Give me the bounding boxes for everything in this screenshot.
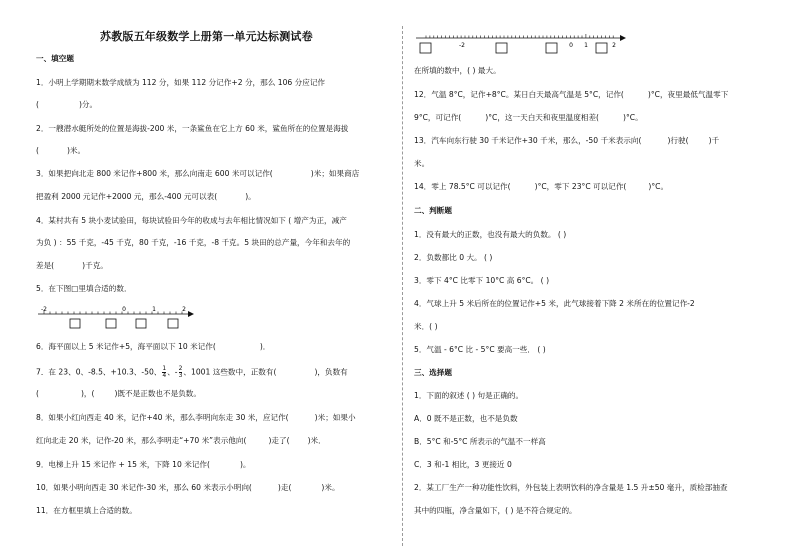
q3-text3: 把盈利 2000 元记作+2000 元，那么-400 元可以表( [36, 192, 218, 201]
q3-line2 [36, 192, 256, 202]
q3-text2: )米；如果商店 [310, 169, 360, 178]
judge-4-line1: 4．气球上升 5 米后所在的位置记作+5 米，此气球接着下降 2 米所在的位置记作-2 [414, 299, 695, 308]
q1-close: )分。 [78, 100, 98, 109]
fraction-2-3 [179, 366, 183, 379]
q7-text1: 7．在 23、0、-8.5、+10.3、-50、 [36, 367, 162, 377]
q4-text1: 差是( [36, 261, 55, 270]
q12-text3: 9°C，可记作( [414, 113, 462, 122]
number-line-ticks [44, 310, 182, 314]
fraction-denominator: 4 [162, 372, 167, 379]
q7-blank1[interactable] [276, 368, 314, 376]
q1-blank[interactable] [39, 100, 79, 108]
q6-line [36, 342, 270, 352]
judge-3: 3．零下 4°C 比零下 10°C 高 6°C。 ( ) [414, 276, 550, 285]
q1-line2 [36, 100, 97, 110]
answer-box[interactable] [596, 43, 607, 53]
choice-1-option-a[interactable]: A．0 既不是正数，也不是负数 [414, 414, 518, 423]
q7-text2: 、1001 这些数中，正数有( [183, 367, 277, 377]
q8-text3: 红向北走 20 米，记作-20 米，那么李明走“+70 米”表示他向( [36, 436, 247, 445]
q14-blank1[interactable] [511, 182, 535, 190]
q5-prompt: 5．在下图□里填合适的数． [36, 284, 132, 293]
q3-text1: 3．如果把向北走 800 米记作+800 米，那么向南走 600 米可以记作( [36, 169, 273, 178]
q7-open: ( [36, 389, 39, 398]
q3-text4: )。 [245, 192, 256, 201]
q10-text3: )米。 [321, 483, 340, 492]
q7-line1 [36, 366, 348, 379]
q7-blank3[interactable] [95, 389, 115, 397]
q3-line1 [36, 169, 359, 179]
answer-box[interactable] [70, 319, 80, 328]
q3-blank1[interactable] [273, 169, 311, 177]
q2-blank[interactable] [39, 146, 67, 154]
q12-blank3[interactable] [599, 113, 623, 121]
fraction-1-4 [162, 366, 166, 379]
tick-label: -2 [41, 306, 47, 313]
tick-label: 0 [122, 306, 126, 313]
q13-blank1[interactable] [641, 136, 667, 144]
q14-text2: )°C，零下 23°C 可以记作( [534, 182, 627, 191]
answer-box[interactable] [136, 319, 146, 328]
q13-blank2[interactable] [689, 136, 709, 144]
q4-line2: 为负 ) ：55 千克，-45 千克，80 千克，-16 千克，-8 千克。5 块田的总产量，今年和去年的 [36, 238, 351, 247]
q9-text2: )。 [239, 460, 251, 469]
q10-text2: )走( [277, 483, 292, 492]
number-line-right [414, 28, 629, 60]
q8-line2 [36, 436, 326, 446]
q10-text1: 10．如果小明向西走 30 米记作-30 米，那么 60 米表示小明向( [36, 483, 252, 492]
q12-line1 [414, 90, 728, 100]
q6-text1: 6．海平面以上 5 米记作+5，海平面以下 10 米记作( [36, 342, 216, 351]
answer-box[interactable] [168, 319, 178, 328]
number-line-arrow [188, 311, 194, 317]
number-line-left [36, 304, 196, 334]
q12-blank2[interactable] [461, 113, 485, 121]
q7-mid: )，( [80, 389, 95, 398]
q8-text2: )米；如果小 [314, 413, 356, 422]
fraction-numerator: 2 [178, 365, 183, 372]
q9-text1: 9．电梯上升 15 米记作 + 15 米，下降 10 米记作( [36, 460, 210, 469]
judge-5: 5．气温 - 6°C 比 - 5°C 要高一些． ( ) [414, 345, 546, 354]
q7-line2 [36, 389, 201, 399]
answer-box[interactable] [546, 43, 557, 53]
answer-box[interactable] [420, 43, 431, 53]
section-true-false: 二、判断题 [414, 206, 452, 215]
column-divider [402, 26, 403, 546]
q14-line [414, 182, 668, 192]
q11-prompt: 11．在方框里填上合适的数。 [36, 506, 137, 515]
q14-blank2[interactable] [626, 182, 648, 190]
q14-text3: )°C。 [648, 182, 669, 191]
q9-blank[interactable] [210, 460, 240, 468]
q1-line1: 1．小明上学期期末数学成绩为 112 分，如果 112 分记作+2 分，那么 106 分应记作 [36, 78, 326, 87]
q12-text1: 12．气温 8°C，记作+8°C。某日白天最高气温是 5°C，记作( [414, 90, 624, 99]
q7-text4: )既不是正数也不是负数。 [114, 389, 201, 398]
q8-blank3[interactable] [290, 436, 308, 444]
q13-text3: )千 [708, 136, 720, 145]
q7-blank2[interactable] [39, 389, 81, 397]
q12-text5: )°C。 [623, 113, 643, 122]
choice-2-line2: 其中的四瓶，净含量如下，( ) 是不符合规定的。 [414, 506, 577, 515]
q13-text1: 13．汽车向东行驶 30 千米记作+30 千米，那么，-50 千米表示向( [414, 136, 642, 145]
choice-1-option-c[interactable]: C．3 和-1 相比，3 更接近 0 [414, 460, 512, 469]
q9-line [36, 460, 251, 470]
q12-text4: )°C，这一天白天和夜里温度相差( [485, 113, 600, 122]
tick-label: 0 [569, 42, 573, 49]
q10-line [36, 483, 340, 493]
q12-text2: )°C，夜里最低气温零下 [647, 90, 729, 99]
q2-close: )米。 [66, 146, 86, 155]
q6-text2: )． [259, 342, 271, 351]
q13-line2: 米。 [414, 159, 430, 168]
fraction-numerator: 1 [162, 365, 167, 372]
q4-line3 [36, 261, 108, 271]
q8-blank1[interactable] [289, 413, 315, 421]
q10-blank2[interactable] [291, 483, 321, 491]
q13-text2: )行驶( [667, 136, 689, 145]
judge-1: 1．没有最大的正数，也没有最大的负数。 ( ) [414, 230, 567, 239]
choice-1-option-b[interactable]: B．5°C 和-5°C 所表示的气温不一样高 [414, 437, 546, 446]
q13-line1 [414, 136, 719, 146]
q4-blank[interactable] [54, 261, 82, 269]
section-multiple-choice: 三、选择题 [414, 368, 452, 377]
judge-4-line2: 米．( ) [414, 322, 438, 331]
answer-box[interactable] [106, 319, 116, 328]
q4-text2: )千克。 [82, 261, 108, 270]
q8-line1 [36, 413, 356, 423]
q2-open: ( [36, 146, 39, 155]
q8-text1: 8．如果小红向西走 40 米，记作+40 米，那么李明向东走 30 米，应记作( [36, 413, 289, 422]
q7-text3: )，负数有 [314, 367, 348, 377]
number-line-ticks [426, 34, 613, 38]
judge-2: 2．负数都比 0 大。 ( ) [414, 253, 493, 262]
q2-line2 [36, 146, 85, 156]
q8-text4: )走了( [268, 436, 290, 445]
q10-blank1[interactable] [252, 483, 278, 491]
choice-1: 1．下面的叙述 ( ) 句是正确的。 [414, 391, 524, 400]
q8-blank2[interactable] [246, 436, 268, 444]
section-fill-blank: 一、填空题 [36, 54, 74, 63]
tick-label: 2 [612, 42, 616, 49]
q1-open: ( [36, 100, 39, 109]
answer-box[interactable] [496, 43, 507, 53]
q7-sep: 、- [167, 367, 178, 377]
q12-line2 [414, 113, 643, 123]
page-title: 苏教版五年级数学上册第一单元达标测试卷 [100, 30, 313, 43]
fraction-denominator: 3 [178, 372, 183, 379]
q14-text1: 14．零上 78.5°C 可以记作( [414, 182, 511, 191]
q8-text5: )米． [307, 436, 326, 445]
tick-label: 2 [182, 306, 186, 313]
q11-end: 在所填的数中，( ) 最大。 [414, 66, 501, 75]
choice-2-line1: 2．某工厂生产一种功能性饮料，外包装上表明饮料的净含量是 1.5 升±50 毫升，质检部抽查 [414, 483, 728, 492]
tick-label: 1 [584, 42, 588, 49]
q6-blank[interactable] [216, 342, 260, 350]
q3-blank2[interactable] [217, 192, 245, 200]
q12-blank1[interactable] [624, 90, 648, 98]
q2-line1: 2．一艘潜水艇所处的位置是海拔-200 米，一条鲨鱼在它上方 60 米，鲨鱼所在的位置是海拔 [36, 124, 349, 133]
q4-line1: 4．某村共有 5 块小麦试验田，每块试验田今年的收成与去年相比情况如下 ( 增产为正，减产 [36, 216, 347, 225]
tick-label: 1 [152, 306, 156, 313]
number-line-arrow [620, 35, 626, 41]
tick-label: -2 [459, 42, 465, 49]
